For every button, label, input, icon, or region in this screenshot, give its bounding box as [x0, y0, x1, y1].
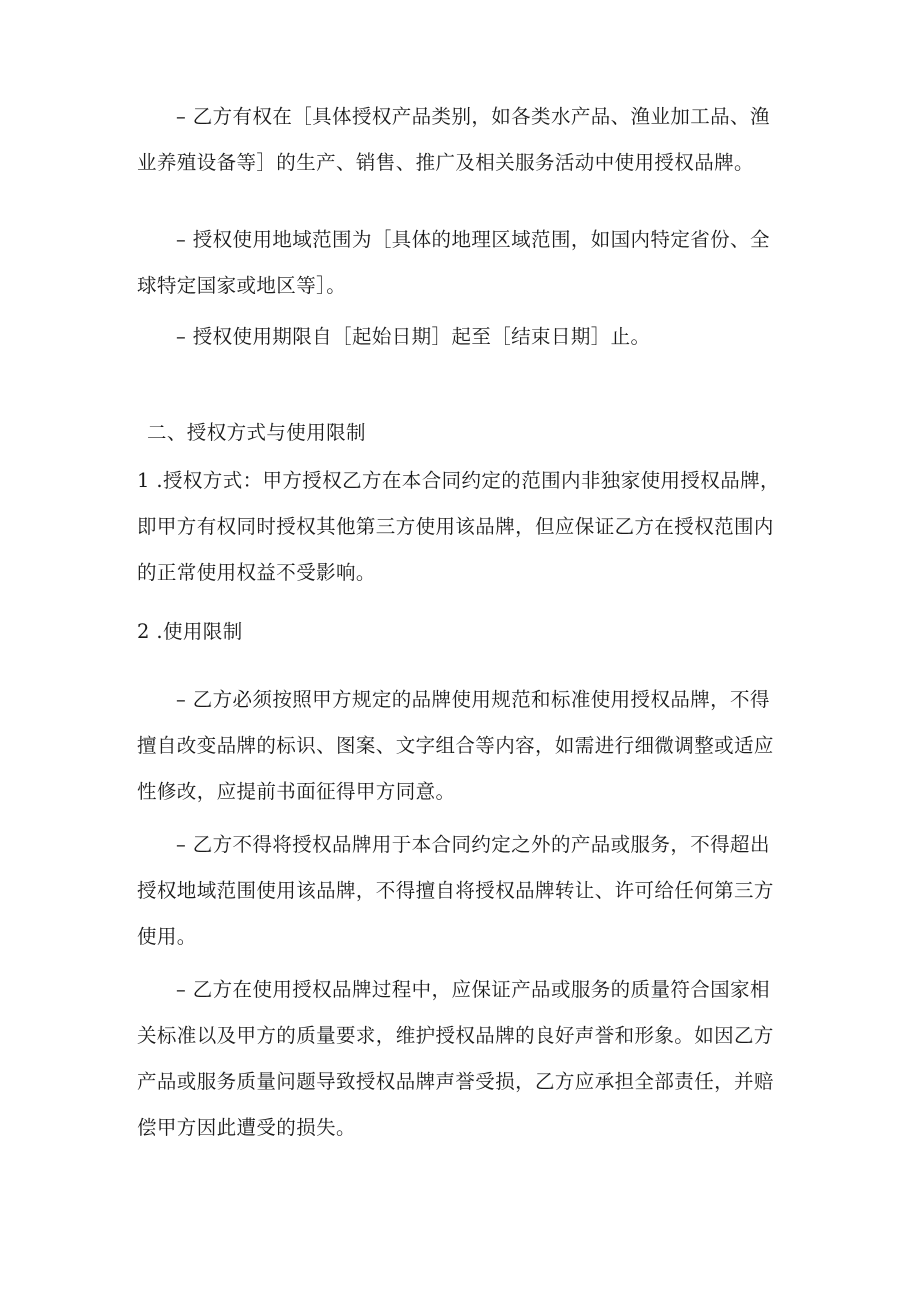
bullet-usage-prohibitions: – 乙方不得将授权品牌用于本合同约定之外的产品或服务，不得超出授权地域范围使用该品牌，不得擅自将授权品牌转让、许可给任何第三方使用。 [137, 833, 774, 948]
bullet-usage-standard: – 乙方必须按照甲方规定的品牌使用规范和标准使用授权品牌，不得擅自改变品牌的标识、图案、文字组合等内容，如需进行细微调整或适应性修改，应提前书面征得甲方同意。 [137, 688, 774, 803]
bullet-term: – 授权使用期限自［起始日期］起至［结束日期］止。 [176, 325, 651, 348]
item-authorization-method: 1 .授权方式：甲方授权乙方在本合同约定的范围内非独家使用授权品牌，即甲方有权同时授权其他第三方使用该品牌，但应保证乙方在授权范围内的正常使用权益不受影响。 [137, 469, 780, 584]
bullet-territory-scope: – 授权使用地域范围为［具体的地理区域范围，如国内特定省份、全球特定国家或地区等］。 [137, 228, 770, 297]
bullet-product-scope: – 乙方有权在［具体授权产品类别，如各类水产品、渔业加工品、渔业养殖设备等］的生产、销售、推广及相关服务活动中使用授权品牌。 [137, 105, 770, 174]
section-heading: 二、授权方式与使用限制 [147, 421, 366, 444]
bullet-quality-obligation: – 乙方在使用授权品牌过程中，应保证产品或服务的质量符合国家相关标准以及甲方的质量要求，维护授权品牌的良好声誉和形象。如因乙方产品或服务质量问题导致授权品牌声誉受损，乙方应承担全部责任，并赔偿甲方因此遭受的损失。 [137, 978, 774, 1139]
item-usage-restrictions: 2 .使用限制 [137, 620, 243, 643]
